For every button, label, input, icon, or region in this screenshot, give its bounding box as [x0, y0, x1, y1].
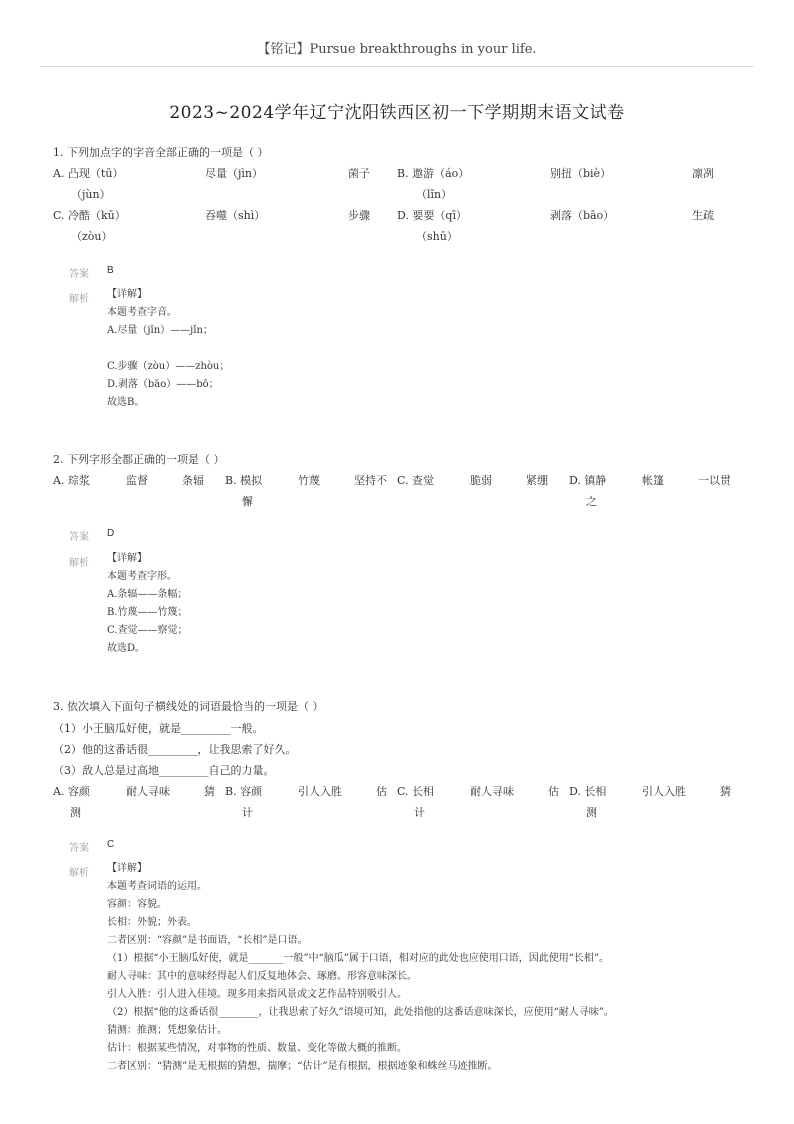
q2-opt: 坚持不	[354, 474, 387, 487]
q3-opt: 猜	[720, 785, 731, 798]
page-title: 2023~2024学年辽宁沈阳铁西区初一下学期期末语文试卷	[169, 103, 625, 123]
q3-explain-line: 本题考查词语的运用。	[107, 881, 207, 892]
q3-opt: 引人入胜	[298, 785, 342, 798]
q3-opt: 引人入胜	[642, 785, 686, 798]
q2-opt: B. 模拟	[225, 474, 263, 487]
q1-explain-line: 【详解】	[107, 289, 147, 300]
q3-opt-wrap: 测	[586, 806, 597, 819]
q1-answer-tag: 答案	[69, 269, 89, 280]
q3-explain-line: （2）根据“他的这番话很________，让我思索了好久”语境可知，此处指他的这番话意味深长，应使用“耐人寻味”。	[107, 1007, 614, 1018]
q3-opt-wrap: 测	[70, 806, 81, 819]
q2-explain-line: 本题考查字形。	[107, 571, 177, 582]
q2-opt: 竹蔑	[298, 474, 320, 487]
q1-explain-line: 故选B。	[107, 397, 145, 408]
q2-opt: 紧绷	[526, 474, 548, 487]
question-2-stem: 2. 下列字形全都正确的一项是（ ）	[53, 453, 225, 466]
q2-opt: 一以贯	[698, 474, 731, 487]
q2-explain-line: B.竹蔑——竹篾；	[107, 607, 188, 618]
q3-opt: 估	[548, 785, 559, 798]
q2-opt: A. 琮浆	[53, 474, 90, 487]
q2-opt: 帐篷	[642, 474, 664, 487]
q1-explain-line	[107, 340, 229, 358]
q3-explain-tag: 解析	[69, 868, 89, 879]
q3-explain-line: 【详解】	[107, 863, 147, 874]
q3-explanation	[107, 860, 614, 1076]
q2-explain-tag: 解析	[69, 558, 89, 569]
header-divider	[40, 66, 754, 67]
q2-opt: 脆弱	[470, 474, 492, 487]
q1-option-d-1: D. 要要（qī）	[397, 209, 467, 222]
q1-explain-line: A.尽量（jǐn）——jǐn；	[107, 325, 213, 336]
q1-explain-tag: 解析	[69, 294, 89, 305]
q2-opt-wrap: 懈	[242, 495, 253, 508]
q3-opt: D. 长相	[569, 785, 607, 798]
q2-explain-line: 【详解】	[107, 553, 147, 564]
q1-option-c-3: 步骤	[348, 209, 370, 222]
q1-option-b-2: 别扭（biè）	[550, 167, 612, 180]
q1-option-c-3-wrap: （zòu）	[71, 230, 113, 243]
q2-opt: D. 镇静	[569, 474, 607, 487]
q3-opt: B. 容颜	[225, 785, 263, 798]
q1-explain-line: D.剥落（bāo）——bō；	[107, 379, 219, 390]
q1-option-b-3: 凛冽	[692, 167, 714, 180]
q1-option-a-3: 菌子	[348, 167, 370, 180]
q1-option-a-2: 尽量（jìn）	[205, 167, 264, 180]
q1-option-d-3: 生疏	[692, 209, 714, 222]
q1-option-b-1: B. 遨游（áo）	[397, 167, 470, 180]
q1-explain-line: 本题考查字音。	[107, 307, 177, 318]
q3-answer: C	[107, 839, 115, 850]
q3-explain-line: 猜测：推测；凭想象估计。	[107, 1025, 227, 1036]
q2-answer-tag: 答案	[69, 532, 89, 543]
q3-opt: A. 容颜	[53, 785, 90, 798]
q2-opt-wrap: 之	[586, 495, 597, 508]
q3-explain-line: 容颜：容貌。	[107, 899, 167, 910]
q1-explanation	[107, 286, 229, 412]
q3-explain-line: 二者区别：“猜测”是无根据的猜想，揣摩；“估计”是有根据，根据迹象和蛛丝马迹推断。	[107, 1061, 498, 1072]
question-3-stem: 3. 依次填入下面句子横线处的词语最恰当的一项是（ ）	[53, 700, 324, 713]
q3-opt: 估	[376, 785, 387, 798]
q3-sentence-2: （2）他的这番话很_________，让我思索了好久。	[53, 743, 297, 756]
q1-option-c-1: C. 冷酷（kū）	[53, 209, 126, 222]
q1-explain-line: C.步骤（zòu）——zhòu；	[107, 361, 230, 372]
q3-explain-line: 引人入胜：引人进入佳境。现多用来指风景或文艺作品特别吸引人。	[107, 989, 407, 1000]
q1-option-c-2: 吞噬（shì）	[205, 209, 266, 222]
q1-option-a-1: A. 凸现（tū）	[53, 167, 124, 180]
q1-option-d-3-wrap: （shū）	[416, 230, 458, 243]
q3-opt: 耐人寻味	[126, 785, 170, 798]
q1-option-a-3-wrap: （jùn）	[71, 188, 111, 201]
q3-explain-line: 二者区别：“容颜”是书面语，“长相”是口语。	[107, 935, 308, 946]
q1-option-d-2: 剥落（bāo）	[550, 209, 615, 222]
q2-explain-line: 故选D。	[107, 643, 146, 654]
q2-opt: 条辐	[182, 474, 204, 487]
q1-answer: B	[107, 265, 114, 276]
q3-opt: C. 长相	[397, 785, 435, 798]
q1-option-b-3-wrap: （lǐn）	[416, 188, 453, 201]
q3-sentence-3: （3）敌人总是过高地_________自己的力量。	[53, 764, 275, 777]
q2-explain-line: A.条辐——条幅；	[107, 589, 188, 600]
q3-explain-line: 估计：根据某些情况，对事物的性质、数量、变化等做大概的推断。	[107, 1043, 407, 1054]
q2-opt: 监督	[126, 474, 148, 487]
q3-opt: 猜	[204, 785, 215, 798]
q3-sentence-1: （1）小王脑瓜好使，就是_________一般。	[53, 722, 264, 735]
q2-answer: D	[107, 528, 115, 539]
q3-explain-line: （1）根据“小王脑瓜好使，就是_______一般”中“脑瓜”属于口语，相对应的此处也应使用口语，因此使用“长相”。	[107, 953, 610, 964]
q3-explain-line: 耐人寻味：其中的意味经得起人们反复地体会、琢磨。形容意味深长。	[107, 971, 417, 982]
question-1-stem: 1. 下列加点字的字音全部正确的一项是（ ）	[53, 146, 269, 159]
q3-opt-wrap: 计	[414, 806, 425, 819]
q3-explain-line: 长相：外貌；外表。	[107, 917, 197, 928]
q3-opt: 耐人寻味	[470, 785, 514, 798]
q3-answer-tag: 答案	[69, 843, 89, 854]
q2-opt: C. 查觉	[397, 474, 435, 487]
q3-opt-wrap: 计	[242, 806, 253, 819]
header-motto: 【铭记】Pursue breakthroughs in your life.	[257, 42, 537, 57]
q2-explain-line: C.查觉——察觉；	[107, 625, 188, 636]
q2-explanation	[107, 550, 188, 658]
